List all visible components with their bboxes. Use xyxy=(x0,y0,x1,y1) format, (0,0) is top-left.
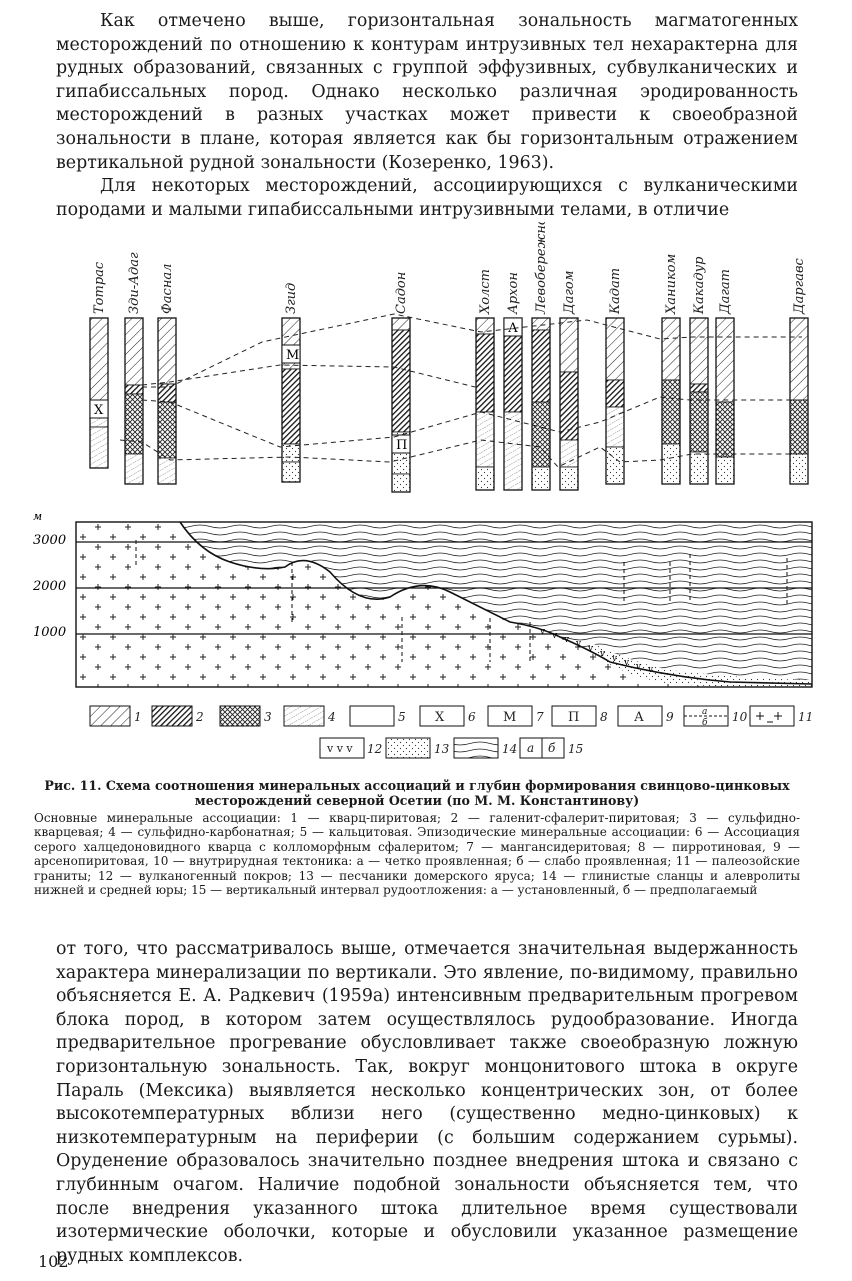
ore-column-segment xyxy=(716,318,734,402)
ore-column-segment xyxy=(560,440,578,467)
paragraph-3: от того, что рассматривалось выше, отмечается значительная выдержанность характера минерализации по вертикали. Это явление, по-видимому, правильно объясняется Е. А. Радкевич (1959а) интенсивным предварительным прогревом блока пород, в котором затем осуществлялось рудообразование. Иногда предварительное прогревание обусловливает также своеобразную ложную горизонтальную зональность. Так, вокруг монцонитового штока в округе Параль (Мексика) выявляется несколько концентрических зон, от более высокотемпературных вблизи него (существенно медно-цинковых) к низкотемпературным на периферии (с большим содержанием сурьмы). Оруденение образовалось значительно позднее внедрения штока и связано с глубинным очагом. Наличие подобной зональности объясняется тем, что после внедрения указанного штока длительное время существовали изотермические оболочки, которые и обусловили указанное размещение рудных комплексов. xyxy=(56,939,798,1266)
column-name-label: Дагом xyxy=(562,270,577,314)
figure-caption xyxy=(34,778,800,897)
volcanic-mark: v xyxy=(588,644,594,654)
depth-unit: м xyxy=(33,510,43,523)
depth-label-2000: 2000 xyxy=(33,579,67,594)
legend-num-15: 15 xyxy=(568,742,584,756)
ore-column-segment xyxy=(125,454,143,484)
ore-column-12 xyxy=(690,318,708,484)
ore-column-13 xyxy=(716,318,734,484)
ore-column-segment xyxy=(662,380,680,444)
column-name-label: Фаснал xyxy=(160,263,175,314)
caption-title: Рис. 11. Схема соотношения минеральных ассоциаций и глубин формирования свинцово-цинковых месторождений северной Осетии (по М. М. Константинову) xyxy=(44,778,790,808)
legend-letter-p: П xyxy=(568,710,580,725)
legend-num-5: 5 xyxy=(398,710,406,724)
legend-num-13: 13 xyxy=(434,742,450,756)
ore-column-segment xyxy=(125,394,143,454)
ore-column-segment xyxy=(606,380,624,407)
legend-num-9: 9 xyxy=(666,710,674,724)
ore-column-segment xyxy=(560,467,578,490)
volcanic-mark: v xyxy=(624,658,630,668)
ore-column-segment xyxy=(606,447,624,484)
ore-column-inset-letter: М xyxy=(286,348,300,363)
page-number: 102 xyxy=(38,1252,69,1271)
ore-column-segment xyxy=(790,318,808,400)
column-name-label: Згид xyxy=(284,282,299,314)
column-name-label: Какадур xyxy=(692,256,707,314)
column-name-label: Хаником xyxy=(664,253,679,314)
volcanic-mark: v xyxy=(636,662,642,672)
column-name-label: Садон xyxy=(394,271,409,314)
column-name-label: Дагат xyxy=(718,269,733,314)
paragraph-1 xyxy=(56,10,798,222)
legend-num-2: 2 xyxy=(196,710,204,724)
legend-num-4: 4 xyxy=(328,710,336,724)
ore-column-segment xyxy=(392,330,410,432)
ore-column-segment xyxy=(532,318,550,330)
column-name-label: Тотрас xyxy=(92,261,107,314)
legend-num-8: 8 xyxy=(600,710,608,724)
ore-column-segment xyxy=(690,384,708,392)
volcanic-mark: v xyxy=(552,631,558,641)
ore-column-segment xyxy=(392,318,410,330)
volcanic-mark: v xyxy=(576,639,582,649)
ore-column-segment xyxy=(532,402,550,467)
column-name-label: Левобережное xyxy=(534,222,549,314)
paragraph-2-text: Для некоторых месторождений, ассоциирующихся с вулканическими породами и малыми гипабиссальными интрузивными телами, в отличие xyxy=(56,176,798,220)
ore-column-segment xyxy=(392,474,410,492)
legend-letter-a: А xyxy=(634,710,644,725)
ore-column-segment xyxy=(690,452,708,484)
ore-column-5 xyxy=(392,318,410,492)
ore-column-2 xyxy=(125,318,143,484)
legend-letter-15a: а xyxy=(527,741,535,755)
legend-num-12: 12 xyxy=(367,742,383,756)
ore-column-9 xyxy=(560,318,578,490)
svg-text:v v v: v v v xyxy=(327,742,353,755)
paragraph-1-text: Как отмечено выше, горизонтальная зональность магматогенных месторождений по отношению к контурам интрузивных тел нехарактерна для рудных образований, связанных с группой эффузивных, субвулканических и гипабиссальных пород. Однако несколько различная эродированность месторождений в разных участках может привести к своеобразной зональности в плане, которая является как бы горизонтальным отражением вертикальной рудной зональности (Козеренко, 1963). xyxy=(56,11,798,173)
ore-column-inset-letter: Х xyxy=(94,403,104,418)
legend-letter-10b: б xyxy=(702,718,708,728)
ore-column-segment xyxy=(476,334,494,412)
legend-letter-10a: а xyxy=(702,707,708,717)
ore-column-segment xyxy=(158,458,176,484)
ore-column-segment xyxy=(282,369,300,444)
ore-column-segment xyxy=(532,330,550,402)
column-name-label: Архон xyxy=(506,272,521,314)
ore-column-segment xyxy=(158,402,176,458)
legend-letter-x: Х xyxy=(435,710,445,725)
ore-column-segment xyxy=(690,318,708,384)
column-name-label: Зди-Адаг xyxy=(127,252,142,314)
column-name-label: Кадат xyxy=(608,267,623,314)
depth-label-1000: 1000 xyxy=(33,625,67,640)
ore-column-segment xyxy=(90,318,108,402)
ore-column-segment xyxy=(790,400,808,454)
ore-column-segment xyxy=(716,457,734,484)
ore-column-8 xyxy=(532,318,550,490)
ore-column-1 xyxy=(90,318,108,468)
legend-num-7: 7 xyxy=(536,710,544,724)
volcanic-mark: v xyxy=(600,649,606,659)
ore-column-inset-letter: П xyxy=(396,438,408,453)
ore-column-segment xyxy=(282,462,300,482)
ore-column-7 xyxy=(504,318,522,490)
ore-column-6 xyxy=(476,318,494,490)
ore-column-segment xyxy=(158,318,176,384)
ore-column-segment xyxy=(282,444,300,462)
ore-column-segment xyxy=(716,402,734,457)
ore-column-segment xyxy=(125,318,143,385)
legend-letter-m: М xyxy=(503,710,517,725)
legend-num-11: 11 xyxy=(798,710,814,724)
column-name-label: Холст xyxy=(478,269,493,314)
volcanic-mark: v xyxy=(564,635,570,645)
caption-body: Основные минеральные ассоциации: 1 — кварц-пиритовая; 2 — галенит-сфалерит-пиритовая; 3 — сульфидно-кварцевая; 4 — сульфидно-карбонатная; 5 — кальцитовая. Эпизодические минеральные ассоциации: 6 — Ассоциация серого халцедоновидного кварца с колломорфным сфалеритом; 7 — мангансидеритовая; 8 — пирротиновая, 9 — арсенопиритовая, 10 — внутрирудная тектоника: а — четко проявленная; б — слабо проявленная; 11 — палеозойские граниты; 12 — вулканогенный покров; 13 — песчаники домерского яруса; 14 — глинистые сланцы и алевролиты нижней и средней юры; 15 — вертикальный интервал рудоотложения: а — установленный, б — предполагаемый xyxy=(34,811,800,898)
volcanic-mark: v xyxy=(648,665,654,675)
ore-column-segment xyxy=(504,330,522,412)
legend-num-6: 6 xyxy=(468,710,476,724)
legend-num-3: 3 xyxy=(264,710,272,724)
ore-column-segment xyxy=(790,454,808,484)
ore-column-segment xyxy=(662,318,680,380)
ore-column-segment xyxy=(504,412,522,490)
column-name-label: Даргавс xyxy=(792,258,807,314)
figure-11 xyxy=(30,222,820,768)
ore-column-10 xyxy=(606,318,624,484)
ore-column-segment xyxy=(476,412,494,467)
ore-column-segment xyxy=(125,385,143,394)
ore-column-segment xyxy=(90,427,108,468)
ore-column-segment xyxy=(532,467,550,490)
ore-column-inset-letter: А xyxy=(508,321,518,336)
depth-label-3000: 3000 xyxy=(33,533,67,548)
ore-column-segment xyxy=(690,392,708,452)
legend-num-10: 10 xyxy=(732,710,748,724)
volcanic-mark: v xyxy=(540,627,546,637)
ore-column-segment xyxy=(476,467,494,490)
volcanic-mark: v xyxy=(612,654,618,664)
ore-column-14 xyxy=(790,318,808,484)
legend-num-1: 1 xyxy=(134,710,142,724)
ore-column-segment xyxy=(560,318,578,372)
legend-num-14: 14 xyxy=(502,742,518,756)
legend-letter-15b: б xyxy=(548,741,556,755)
ore-column-segment xyxy=(662,444,680,484)
